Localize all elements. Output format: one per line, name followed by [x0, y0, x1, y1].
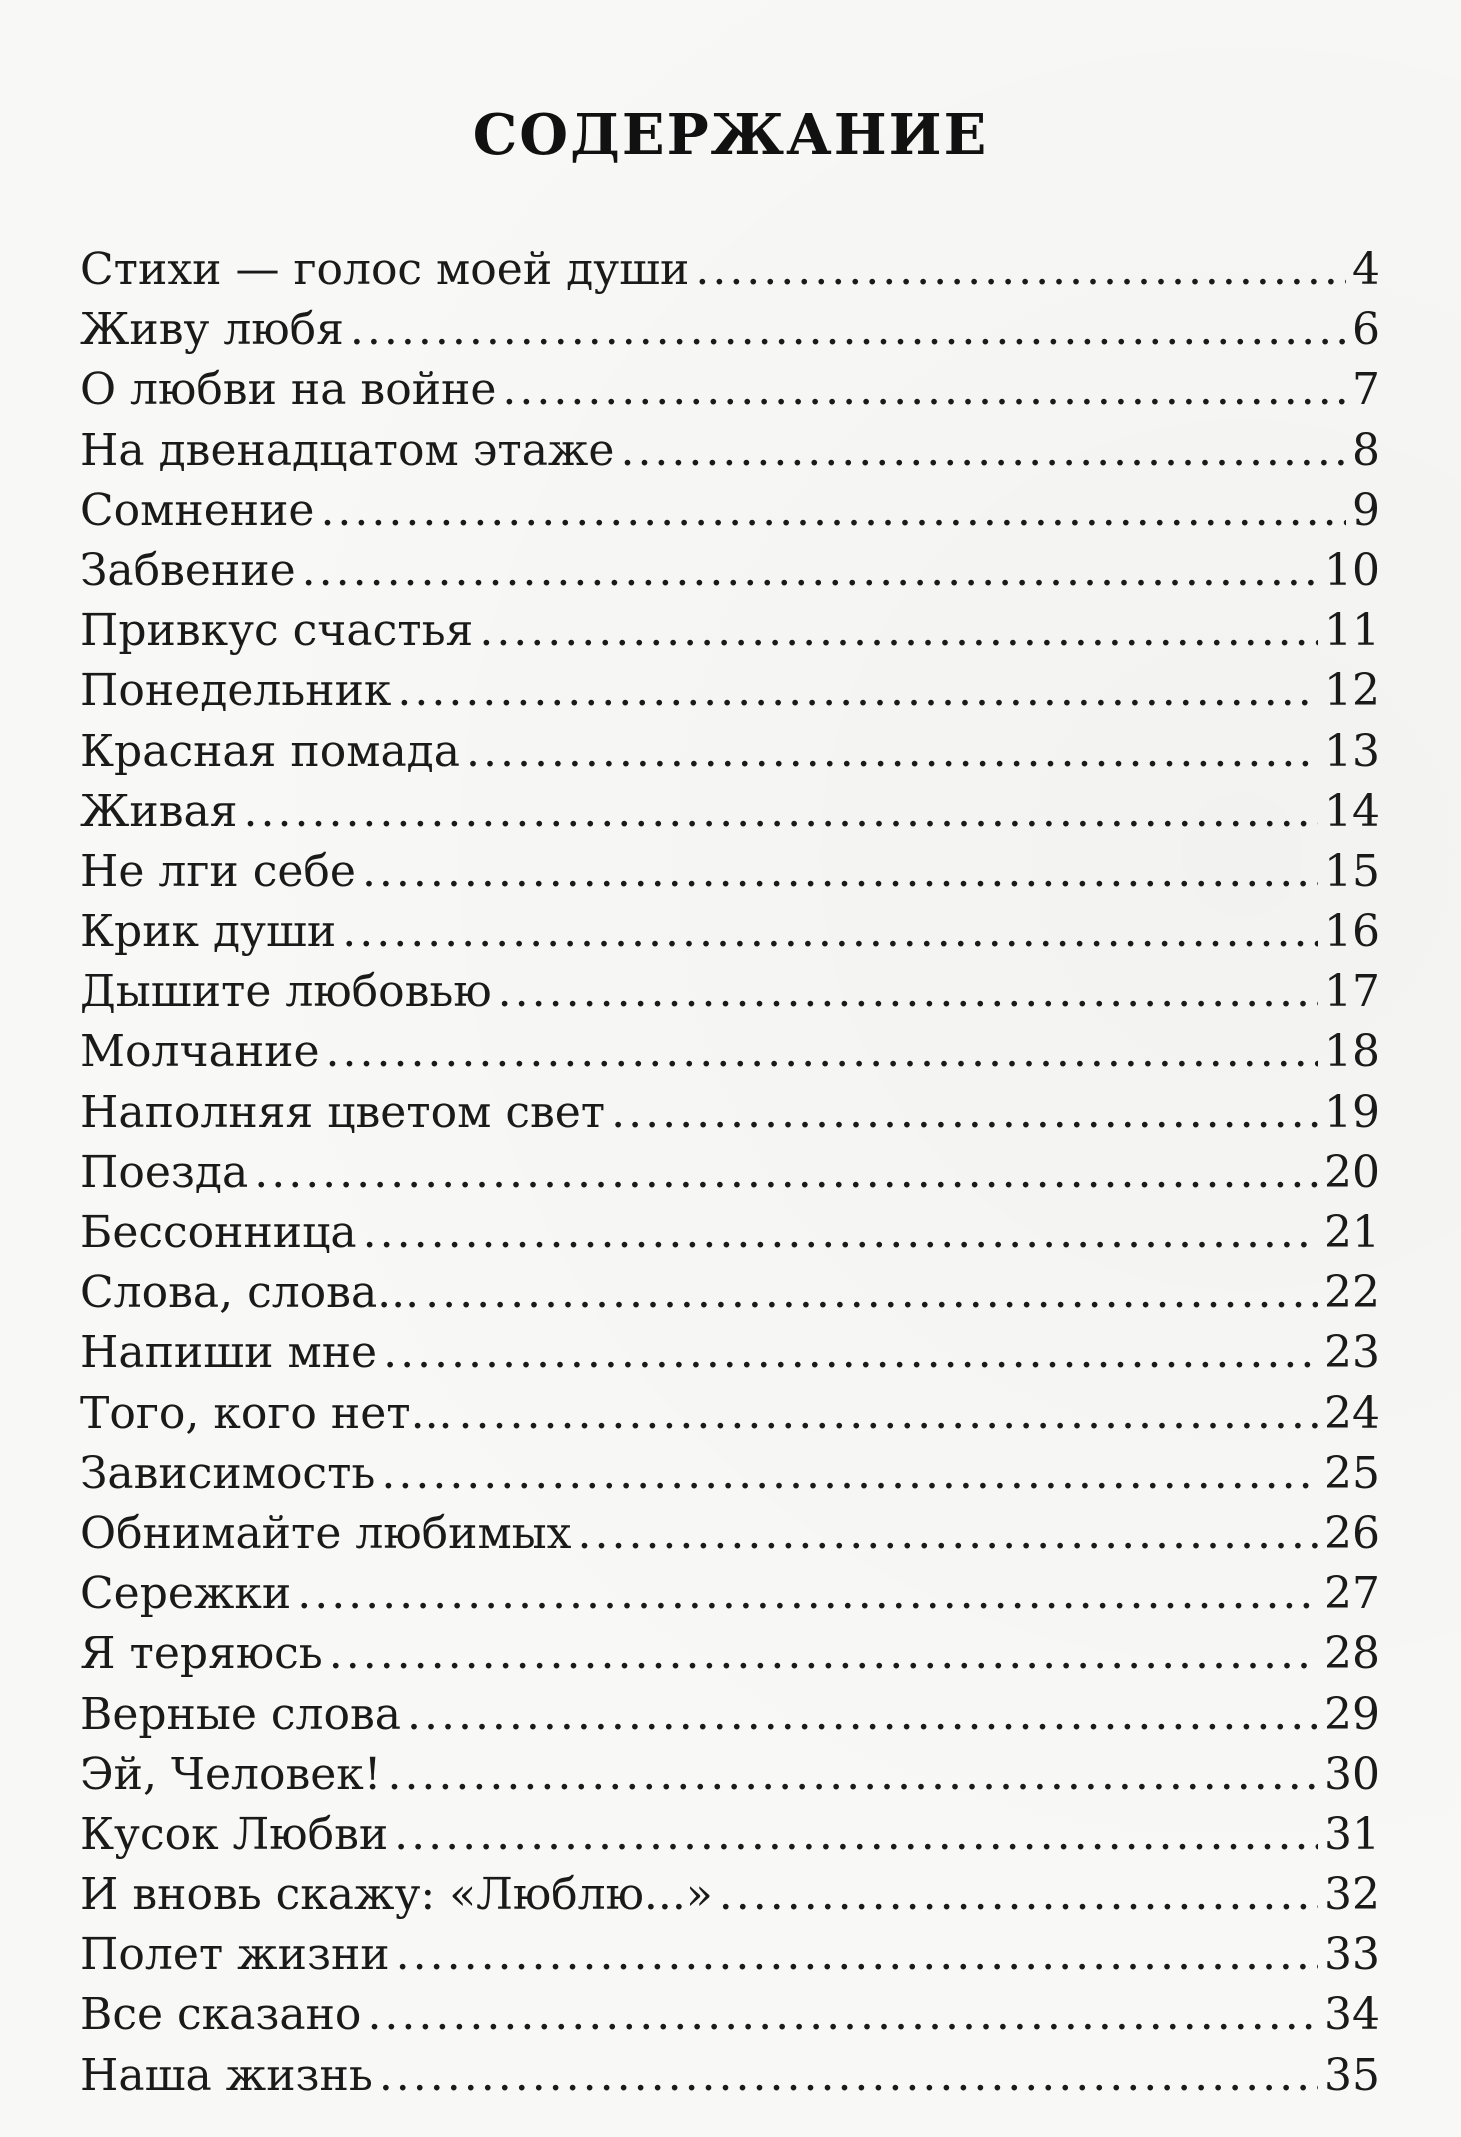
toc-entry-page-number: 17 [1324, 966, 1380, 1018]
toc-entry [80, 1384, 1380, 1444]
toc-entry-title: Верные слова [80, 1688, 401, 1740]
dot-leader [326, 1022, 1318, 1082]
toc-entry-page-number: 24 [1324, 1387, 1380, 1439]
toc-entry [80, 722, 1380, 782]
toc-entry-page-number: 15 [1324, 845, 1380, 897]
toc-entry [80, 541, 1380, 601]
table-of-contents [80, 240, 1380, 2106]
toc-entry [80, 1805, 1380, 1865]
toc-entry-title: Слова, слова... [80, 1267, 420, 1319]
dot-leader [425, 1263, 1318, 1323]
toc-entry-title: Обнимайте любимых [80, 1507, 572, 1559]
dot-leader [611, 1083, 1318, 1143]
toc-entry-page-number: 19 [1324, 1086, 1380, 1138]
toc-entry-page-number: 20 [1324, 1146, 1380, 1198]
toc-entry-page-number: 32 [1324, 1869, 1380, 1921]
toc-entry-title: Наполняя цветом свет [80, 1086, 606, 1138]
toc-entry [80, 1564, 1380, 1624]
dot-leader [387, 1745, 1318, 1805]
toc-entry-title: Сомнение [80, 484, 315, 536]
dot-leader [363, 1203, 1318, 1263]
toc-entry [80, 2046, 1380, 2106]
toc-entry-title: И вновь скажу: «Люблю...» [80, 1869, 713, 1921]
dot-leader [394, 1805, 1318, 1865]
dot-leader [381, 1444, 1318, 1504]
toc-entry [80, 1745, 1380, 1805]
toc-entry [80, 1985, 1380, 2045]
toc-entry-page-number: 28 [1324, 1628, 1380, 1680]
toc-entry [80, 661, 1380, 721]
toc-entry-page-number: 25 [1324, 1447, 1380, 1499]
toc-entry-page-number: 18 [1324, 1026, 1380, 1078]
toc-entry-title: Полет жизни [80, 1929, 390, 1981]
toc-entry [80, 1444, 1380, 1504]
toc-entry [80, 300, 1380, 360]
toc-entry-title: Сережки [80, 1568, 292, 1620]
toc-entry-page-number: 29 [1324, 1688, 1380, 1740]
toc-entry-page-number: 11 [1324, 605, 1380, 657]
toc-entry [80, 1865, 1380, 1925]
toc-entry [80, 1624, 1380, 1684]
dot-leader [362, 842, 1318, 902]
toc-entry-title: Все сказано [80, 1989, 362, 2041]
toc-entry [80, 902, 1380, 962]
toc-entry-title: Дышите любовью [80, 966, 492, 1018]
toc-entry-title: О любви на войне [80, 364, 497, 416]
toc-entry-page-number: 22 [1324, 1267, 1380, 1319]
toc-entry [80, 1323, 1380, 1383]
toc-entry-title: Поезда [80, 1146, 249, 1198]
toc-entry [80, 240, 1380, 300]
dot-leader [479, 601, 1318, 661]
toc-entry-title: Бессонница [80, 1207, 357, 1258]
toc-entry-title: Забвение [80, 544, 296, 596]
toc-entry-page-number: 21 [1324, 1207, 1380, 1258]
dot-leader [466, 722, 1318, 782]
toc-entry-title: Зависимость [80, 1447, 376, 1499]
toc-entry-title: Эй, Человек! [80, 1748, 382, 1800]
toc-entry [80, 1504, 1380, 1564]
toc-entry [80, 360, 1380, 420]
toc-entry-title: Красная помада [80, 725, 460, 777]
toc-entry [80, 1083, 1380, 1143]
toc-entry [80, 1925, 1380, 1985]
toc-entry-title: Живу любя [80, 304, 344, 356]
dot-leader [244, 782, 1318, 842]
toc-entry-title: Молчание [80, 1026, 320, 1078]
toc-entry-page-number: 16 [1324, 906, 1380, 958]
toc-entry-page-number: 7 [1352, 364, 1380, 416]
toc-entry [80, 481, 1380, 541]
toc-entry-title: Понедельник [80, 665, 392, 717]
toc-entry-title: Я теряюсь [80, 1628, 323, 1680]
dot-leader [367, 1985, 1318, 2045]
toc-entry [80, 1143, 1380, 1203]
dot-leader [342, 902, 1318, 962]
toc-entry-page-number: 27 [1324, 1568, 1380, 1620]
dot-leader [407, 1685, 1318, 1745]
toc-entry-title: Крик души [80, 906, 337, 958]
toc-entry-page-number: 13 [1324, 725, 1380, 777]
toc-entry-page-number: 6 [1352, 304, 1380, 356]
toc-entry-title: Живая [80, 785, 238, 837]
dot-leader [695, 240, 1346, 300]
dot-leader [498, 962, 1318, 1022]
toc-entry-page-number: 34 [1324, 1989, 1380, 2041]
toc-entry-page-number: 8 [1352, 424, 1380, 476]
dot-leader [620, 421, 1346, 481]
toc-entry [80, 1022, 1380, 1082]
toc-entry-page-number: 4 [1352, 244, 1380, 295]
toc-entry-page-number: 14 [1324, 785, 1380, 837]
dot-leader [329, 1624, 1318, 1684]
toc-entry [80, 962, 1380, 1022]
dot-leader [302, 541, 1318, 601]
toc-entry-page-number: 31 [1324, 1808, 1380, 1860]
dot-leader [578, 1504, 1319, 1564]
dot-leader [459, 1384, 1318, 1444]
dot-leader [383, 1323, 1318, 1383]
toc-entry-title: Привкус счастья [80, 605, 474, 657]
toc-entry-title: Напиши мне [80, 1327, 378, 1379]
toc-entry-title: Не лги себе [80, 845, 356, 897]
toc-entry-title: Кусок Любви [80, 1808, 389, 1860]
toc-entry-page-number: 23 [1324, 1327, 1380, 1379]
toc-entry-title: Того, кого нет... [80, 1387, 453, 1439]
page-title: СОДЕРЖАНИЕ [472, 102, 989, 168]
toc-entry-title: На двенадцатом этаже [80, 424, 615, 476]
dot-leader [719, 1865, 1318, 1925]
dot-leader [397, 661, 1318, 721]
toc-entry [80, 421, 1380, 481]
dot-leader [320, 481, 1346, 541]
dot-leader [297, 1564, 1318, 1624]
toc-entry [80, 601, 1380, 661]
toc-entry [80, 1263, 1380, 1323]
toc-entry-page-number: 35 [1324, 2049, 1380, 2101]
toc-entry-page-number: 26 [1324, 1507, 1380, 1559]
toc-entry-page-number: 30 [1324, 1748, 1380, 1800]
toc-entry-page-number: 33 [1324, 1929, 1380, 1981]
dot-leader [254, 1143, 1318, 1203]
toc-entry [80, 1203, 1380, 1263]
toc-entry-page-number: 9 [1352, 484, 1380, 536]
toc-entry [80, 842, 1380, 902]
dot-leader [350, 300, 1346, 360]
toc-entry [80, 782, 1380, 842]
toc-entry-title: Наша жизнь [80, 2049, 373, 2101]
dot-leader [379, 2046, 1318, 2106]
toc-entry-page-number: 10 [1324, 544, 1380, 596]
dot-leader [502, 360, 1346, 420]
toc-entry-title: Стихи — голос моей души [80, 244, 690, 295]
toc-entry-page-number: 12 [1324, 665, 1380, 717]
dot-leader [396, 1925, 1318, 1985]
toc-entry [80, 1685, 1380, 1745]
